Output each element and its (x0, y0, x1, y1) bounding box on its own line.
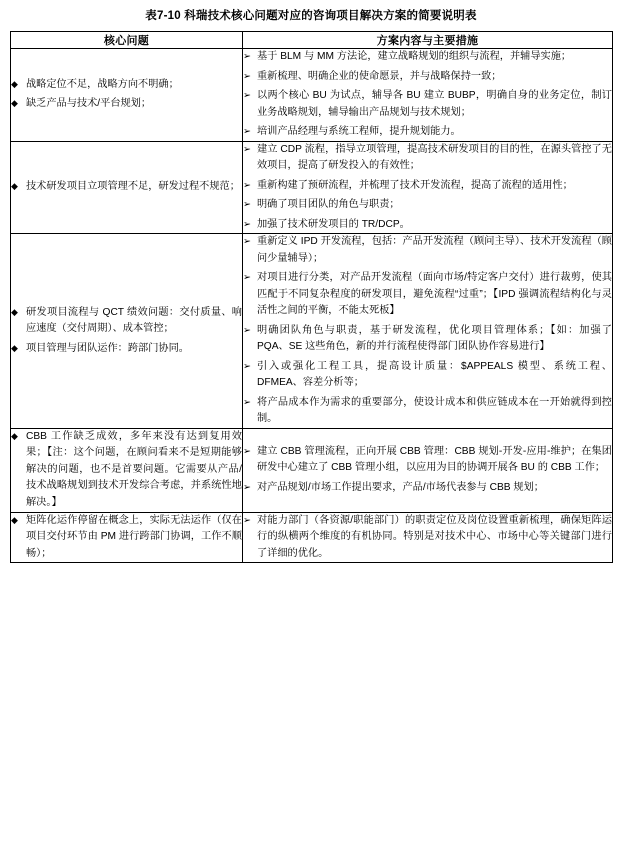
list-item (243, 323, 612, 356)
arrow-icon: ➢ (243, 90, 251, 102)
solution-text: 引入或强化工程工具，提高设计质量：$APPEALS 模型、系统工程、DFMEA、容差分析等； (257, 360, 612, 389)
arrow-icon: ➢ (243, 143, 251, 155)
column-header-solution: 方案内容与主要措施 (243, 32, 613, 49)
diamond-icon: ◆ (11, 181, 18, 192)
list-item (243, 124, 612, 141)
solution-text: 明确团队角色与职责，基于研发流程，优化项目管理体系；【如：加强了 PQA、SE 这些角色，新的并行流程使得部门团队协作容易进行】 (257, 324, 612, 353)
diamond-icon: ◆ (11, 514, 18, 525)
solution-list (243, 49, 612, 141)
arrow-icon: ➢ (243, 218, 251, 230)
problem-text: 矩阵化运作停留在概念上，实际无法运作（仅在项目交付环节由 PM 进行跨部门协调，工作不顺畅）； (26, 514, 242, 559)
solution-text: 明确了项目团队的角色与职责； (257, 199, 400, 211)
problem-cell (11, 428, 243, 512)
solution-list (243, 142, 612, 234)
solution-list (243, 513, 612, 563)
arrow-icon: ➢ (243, 445, 251, 457)
solution-text: 以两个核心 BU 为试点，辅导各 BU 建立 BUBP，明确自身的业务定位，制订业务战略规划，辅导输出产品规划与技术规划； (257, 90, 612, 118)
solution-cell (243, 141, 613, 234)
solution-text: 培训产品经理与系统工程师，提升规划能力。 (257, 126, 461, 138)
list-item (243, 69, 612, 86)
arrow-icon: ➢ (243, 199, 251, 211)
arrow-icon: ➢ (243, 396, 251, 408)
problem-text: CBB 工作缺乏成效，多年来没有达到复用效果；【注：这个问题，在顾问看来不是短期能够解决的问题，也不是首要问题。它需要从产品/技术战略规划到技术开发综合考虑，并系统性地解决。】 (26, 430, 242, 508)
solution-cell (243, 512, 613, 563)
problem-list (11, 77, 242, 113)
solution-cell (243, 49, 613, 142)
arrow-icon: ➢ (243, 51, 251, 63)
problem-cell (11, 512, 243, 563)
diamond-icon: ◆ (11, 430, 18, 441)
arrow-icon: ➢ (243, 236, 251, 248)
diamond-icon: ◆ (11, 342, 18, 353)
arrow-icon: ➢ (243, 179, 251, 191)
list-item (243, 359, 612, 392)
problem-text: 技术研发项目立项管理不足，研发过程不规范； (26, 181, 240, 193)
list-item (243, 49, 612, 66)
table-row (11, 141, 613, 234)
list-item (11, 513, 242, 563)
problem-cell (11, 234, 243, 429)
arrow-icon: ➢ (243, 481, 251, 493)
column-header-problem: 核心问题 (11, 32, 243, 49)
list-item (243, 480, 612, 497)
list-item (11, 305, 242, 338)
solution-text: 对产品规划/市场工作提出要求，产品/市场代表参与 CBB 规划； (257, 481, 544, 493)
arrow-icon: ➢ (243, 514, 251, 526)
list-item (243, 444, 612, 477)
list-item (243, 234, 612, 267)
solution-text: 重新梳理、明确企业的使命愿景，并与战略保持一致； (257, 70, 502, 82)
list-item (11, 77, 242, 94)
problem-text: 项目管理与团队运作：跨部门协同。 (26, 342, 189, 354)
table-row (11, 234, 613, 429)
list-item (243, 197, 612, 214)
problem-text: 缺乏产品与技术/平台规划； (26, 98, 152, 110)
table-row (11, 428, 613, 512)
problem-list (11, 429, 242, 512)
solution-text: 对能力部门（各资源/职能部门）的职责定位及岗位设置重新梳理，确保矩阵运行的纵横两个维度的有机协同。特别是对技术中心、市场中心等关键部门进行了详细的优化。 (257, 514, 612, 559)
list-item (11, 96, 242, 113)
diamond-icon: ◆ (11, 78, 18, 89)
list-item (243, 513, 612, 563)
problem-list (11, 179, 242, 196)
solution-list (243, 234, 612, 428)
list-item (11, 341, 242, 358)
table-row (11, 512, 613, 563)
solution-text: 建立 CDP 流程，指导立项管理，提高技术研发项目的目的性，在源头管控了无效项目，提高了研发投入的有效性； (257, 143, 612, 172)
page-title: 表7-10 科瑞技术核心问题对应的咨询项目解决方案的简要说明表 (145, 10, 477, 22)
problem-text: 战略定位不足，战略方向不明确； (26, 78, 179, 90)
list-item (243, 395, 612, 428)
solution-cell (243, 428, 613, 512)
list-item (11, 429, 242, 512)
diamond-icon: ◆ (11, 98, 18, 109)
list-item (243, 217, 612, 234)
list-item (243, 270, 612, 320)
solution-text: 将产品成本作为需求的重要部分，使设计成本和供应链成本在一开始就得到控制。 (257, 396, 612, 425)
arrow-icon: ➢ (243, 70, 251, 82)
problem-list (11, 513, 242, 563)
table-body (11, 49, 613, 563)
list-item (243, 178, 612, 195)
list-item (243, 142, 612, 175)
arrow-icon: ➢ (243, 360, 251, 372)
problem-cell (11, 141, 243, 234)
solution-text: 建立 CBB 管理流程，正向开展 CBB 管理：CBB 规划-开发-应用-维护；在集团研发中心建立了 CBB 管理小组，以应用为目的协调开展各 BU 的 CBB 工作； (257, 445, 612, 474)
problem-text: 研发项目流程与 QCT 绩效问题：交付质量、响应速度（交付周期）、成本管控； (26, 306, 242, 335)
diamond-icon: ◆ (11, 306, 18, 317)
list-item (11, 179, 242, 196)
arrow-icon: ➢ (243, 324, 251, 336)
solution-list (243, 444, 612, 497)
table-row (11, 49, 613, 142)
list-item (243, 88, 612, 121)
solution-text: 基于 BLM 与 MM 方法论，建立战略规划的组织与流程，并辅导实施； (257, 51, 572, 63)
solution-text: 加强了技术研发项目的 TR/DCP。 (257, 218, 410, 230)
solution-text: 重新构建了预研流程，并梳理了技术开发流程，提高了流程的适用性； (257, 179, 573, 191)
arrow-icon: ➢ (243, 126, 251, 138)
solutions-table (10, 31, 613, 563)
solution-text: 对项目进行分类，对产品开发流程（面向市场/特定客户交付）进行裁剪，使其匹配于不同复杂程度的研发项目，避免流程“过重”；【IPD 强调流程结构化与灵活性之间的平衡，不能太死板】 (257, 272, 612, 317)
solution-cell (243, 234, 613, 429)
table-header-row (11, 32, 613, 49)
problem-list (11, 305, 242, 358)
problem-cell (11, 49, 243, 142)
arrow-icon: ➢ (243, 272, 251, 284)
solution-text: 重新定义 IPD 开发流程，包括：产品开发流程（顾问主导）、技术开发流程（顾问少量辅导）； (257, 236, 612, 264)
